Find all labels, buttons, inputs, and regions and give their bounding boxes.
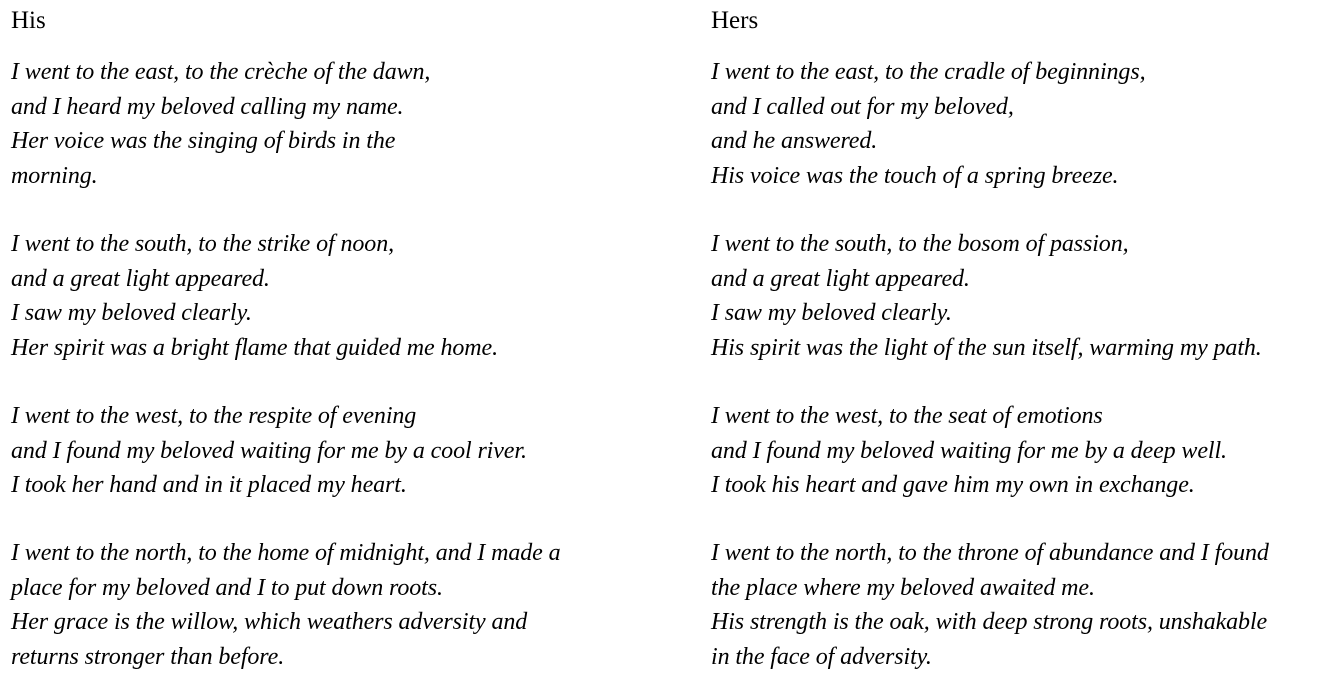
poem-line: and I heard my beloved calling my name. <box>11 93 404 120</box>
poem-line: His spirit was the light of the sun itself, warming my path. <box>711 334 1262 361</box>
poem-line: I went to the south, to the strike of noon, <box>11 231 394 257</box>
poem-line: I went to the west, to the seat of emotions <box>711 403 1103 429</box>
his-stanza-north <box>11 536 560 674</box>
poem-line: in the face of adversity. <box>711 643 932 670</box>
poem-line: morning. <box>11 162 98 189</box>
poem-line: and I found my beloved waiting for me by a cool river. <box>11 437 527 464</box>
poem-line: I went to the west, to the respite of evening <box>11 403 417 429</box>
poem-line: I took his heart and gave him my own in exchange. <box>711 472 1195 498</box>
poem-line: place for my beloved and I to put down roots. <box>11 574 443 601</box>
poem-line: returns stronger than before. <box>11 643 285 670</box>
hers-stanza-north <box>711 536 1269 674</box>
poem-line: His voice was the touch of a spring breeze. <box>711 162 1119 189</box>
poem-line: I went to the east, to the cradle of beginnings, <box>711 59 1146 85</box>
poem-line: the place where my beloved awaited me. <box>711 574 1095 601</box>
poem-line: I went to the north, to the throne of abundance and I found <box>711 540 1269 566</box>
poem-line: and a great light appeared. <box>711 265 970 292</box>
poem-line: Her grace is the willow, which weathers adversity and <box>11 609 528 635</box>
poem-line: and I called out for my beloved, <box>711 93 1014 120</box>
poem-line: and he answered. <box>711 128 878 154</box>
poem-line: and a great light appeared. <box>11 265 270 292</box>
poem-line: and I found my beloved waiting for me by a deep well. <box>711 437 1227 464</box>
hers-stanza-west <box>711 399 1227 503</box>
hers-title: Hers <box>711 7 759 34</box>
poem-line: I saw my beloved clearly. <box>11 300 252 326</box>
poem-line: Her voice was the singing of birds in the <box>11 128 396 154</box>
poem-line: Her spirit was a bright flame that guided me home. <box>11 334 498 361</box>
poem-line: I took her hand and in it placed my heart. <box>11 472 407 498</box>
poem-line: I saw my beloved clearly. <box>711 300 952 326</box>
his-stanza-south <box>11 227 498 365</box>
hers-stanza-south <box>711 227 1262 365</box>
poem-line: I went to the north, to the home of midnight, and I made a <box>11 540 561 566</box>
his-title: His <box>11 7 46 34</box>
poem-line: I went to the south, to the bosom of passion, <box>711 231 1129 257</box>
his-stanza-east <box>11 55 430 193</box>
his-stanza-west <box>11 399 527 503</box>
poem-line: I went to the east, to the crèche of the dawn, <box>11 59 431 85</box>
hers-stanza-east <box>711 55 1145 193</box>
poem-line: His strength is the oak, with deep strong roots, unshakable <box>711 609 1268 635</box>
